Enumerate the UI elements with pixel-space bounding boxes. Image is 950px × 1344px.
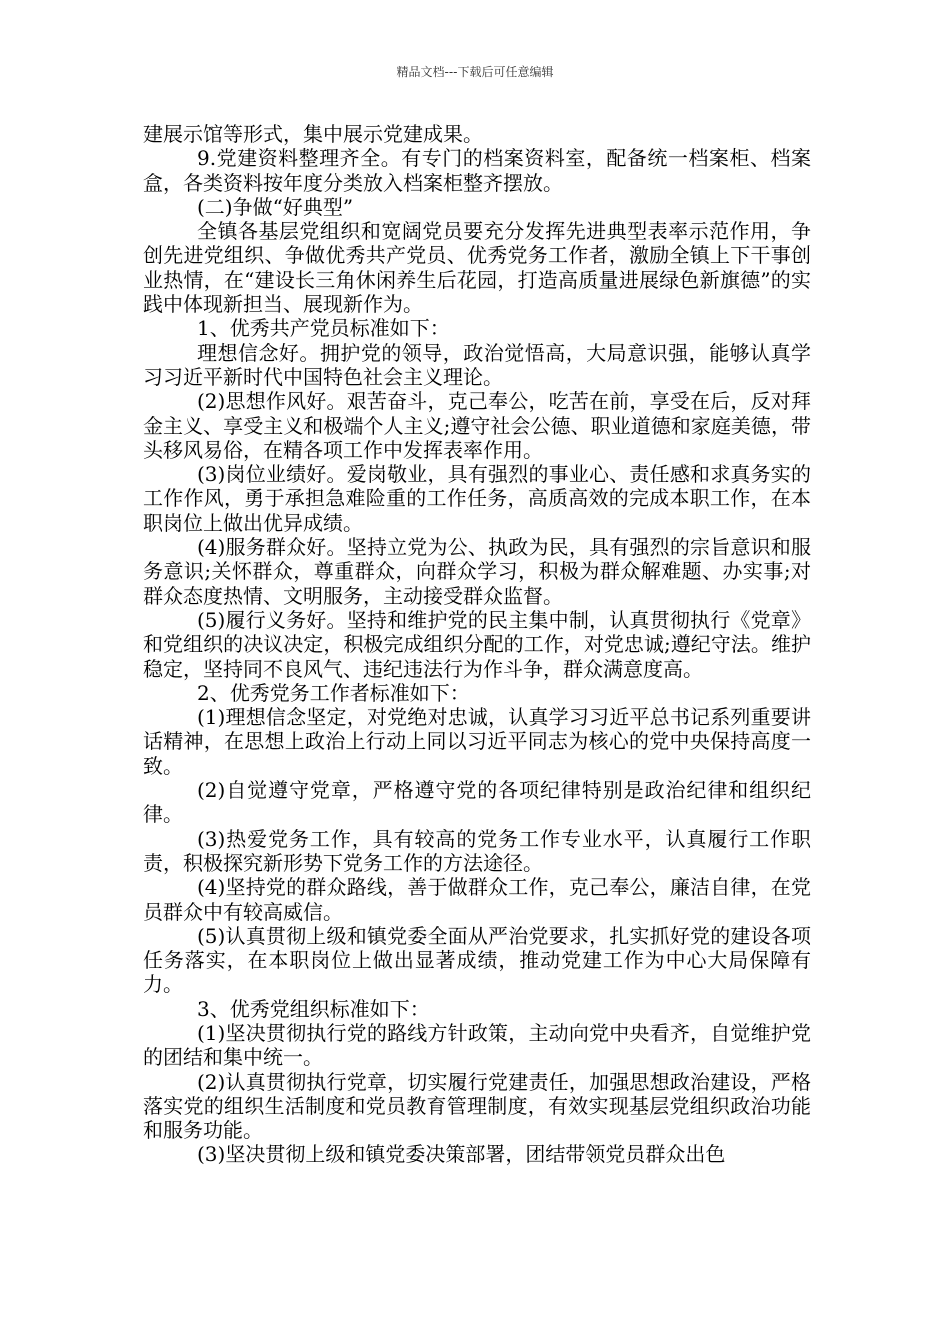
paragraph-worker-criterion-3: (3)热爱党务工作，具有较高的党务工作专业水平，认真履行工作职责，积极探究新形势下党务工作的方法途径。 <box>143 826 811 875</box>
paragraph-member-criterion-4: (4)服务群众好。坚持立党为公、执政为民，具有强烈的宗旨意识和服务意识;关怀群众，尊重群众，向群众学习，积极为群众解难题、办实事;对群众态度热情、文明服务，主动接受群众监督。 <box>143 535 811 608</box>
paragraph-worker-criterion-5: (5)认真贯彻上级和镇党委全面从严治党要求，扎实抓好党的建设各项任务落实，在本职岗位上做出显著成绩，推动党建工作为中心大局保障有力。 <box>143 923 811 997</box>
paragraph-worker-criterion-1: (1)理想信念坚定，对党绝对忠诚，认真学习习近平总书记系列重要讲话精神，在思想上政治上行动上同以习近平同志为核心的党中央保持高度一致。 <box>143 705 811 778</box>
paragraph-org-criterion-1: (1)坚决贯彻执行党的路线方针政策，主动向党中央看齐，自觉维护党的团结和集中统一。 <box>143 1020 811 1070</box>
paragraph-member-criterion-2: (2)思想作风好。艰苦奋斗，克己奉公，吃苦在前，享受在后，反对拜金主义、享受主义和极端个人主义;遵守社会公德、职业道德和家庭美德，带头移风易俗，在精各项工作中发挥表率作用。 <box>143 389 811 462</box>
paragraph-member-criterion-1: 理想信念好。拥护党的领导，政治觉悟高，大局意识强，能够认真学习习近平新时代中国特色社会主义理论。 <box>143 340 811 389</box>
subheading-excellent-organization: 3、优秀党组织标准如下： <box>197 996 430 1021</box>
section-heading-good-model: (二)争做“好典型” <box>197 194 354 219</box>
subheading-excellent-member: 1、优秀共产党员标准如下： <box>197 316 450 341</box>
paragraph-worker-criterion-2: (2)自觉遵守党章，严格遵守党的各项纪律特别是政治纪律和组织纪律。 <box>143 778 811 827</box>
paragraph-worker-criterion-4: (4)坚持党的群众路线，善于做群众工作，克己奉公，廉洁自律，在党员群众中有较高威信。 <box>143 875 811 924</box>
paragraph-member-criterion-5: (5)履行义务好。坚持和维护党的民主集中制，认真贯彻执行《党章》和党组织的决议决定，积极完成组织分配的工作，对党忠诚;遵纪守法。维护稳定，坚持同不良风气、违纪违法行为作斗争，群众满意度高。 <box>143 607 811 681</box>
paragraph-org-criterion-3: (3)坚决贯彻上级和镇党委决策部署，团结带领党员群众出色 <box>197 1142 726 1167</box>
page-header: 精品文档---下载后可任意编辑 <box>396 65 554 79</box>
paragraph-item-9: 9.党建资料整理齐全。有专门的档案资料室，配备统一档案柜、档案盒，各类资料按年度分类放入档案柜整齐摆放。 <box>143 146 811 195</box>
paragraph-intro: 全镇各基层党组织和宽阔党员要充分发挥先进典型表率示范作用，争创先进党组织、争做优秀共产党员、优秀党务工作者，激励全镇上下干事创业热情，在“建设长三角休闲养生后花园，打造高质量进展绿色新旗德”的实践中体现新担当、展现新作为。 <box>143 219 811 317</box>
subheading-excellent-worker: 2、优秀党务工作者标准如下： <box>197 680 470 705</box>
paragraph-member-criterion-3: (3)岗位业绩好。爱岗敬业，具有强烈的事业心、责任感和求真务实的工作作风，勇于承担急难险重的工作任务，高质高效的完成本职工作，在本职岗位上做出优异成绩。 <box>143 462 811 535</box>
paragraph-continuation: 建展示馆等形式，集中展示党建成果。 <box>143 122 483 146</box>
document-body <box>143 122 811 1167</box>
paragraph-org-criterion-2: (2)认真贯彻执行党章，切实履行党建责任，加强思想政治建设，严格落实党的组织生活制度和党员教育管理制度，有效实现基层党组织政治功能和服务功能。 <box>143 1069 811 1143</box>
